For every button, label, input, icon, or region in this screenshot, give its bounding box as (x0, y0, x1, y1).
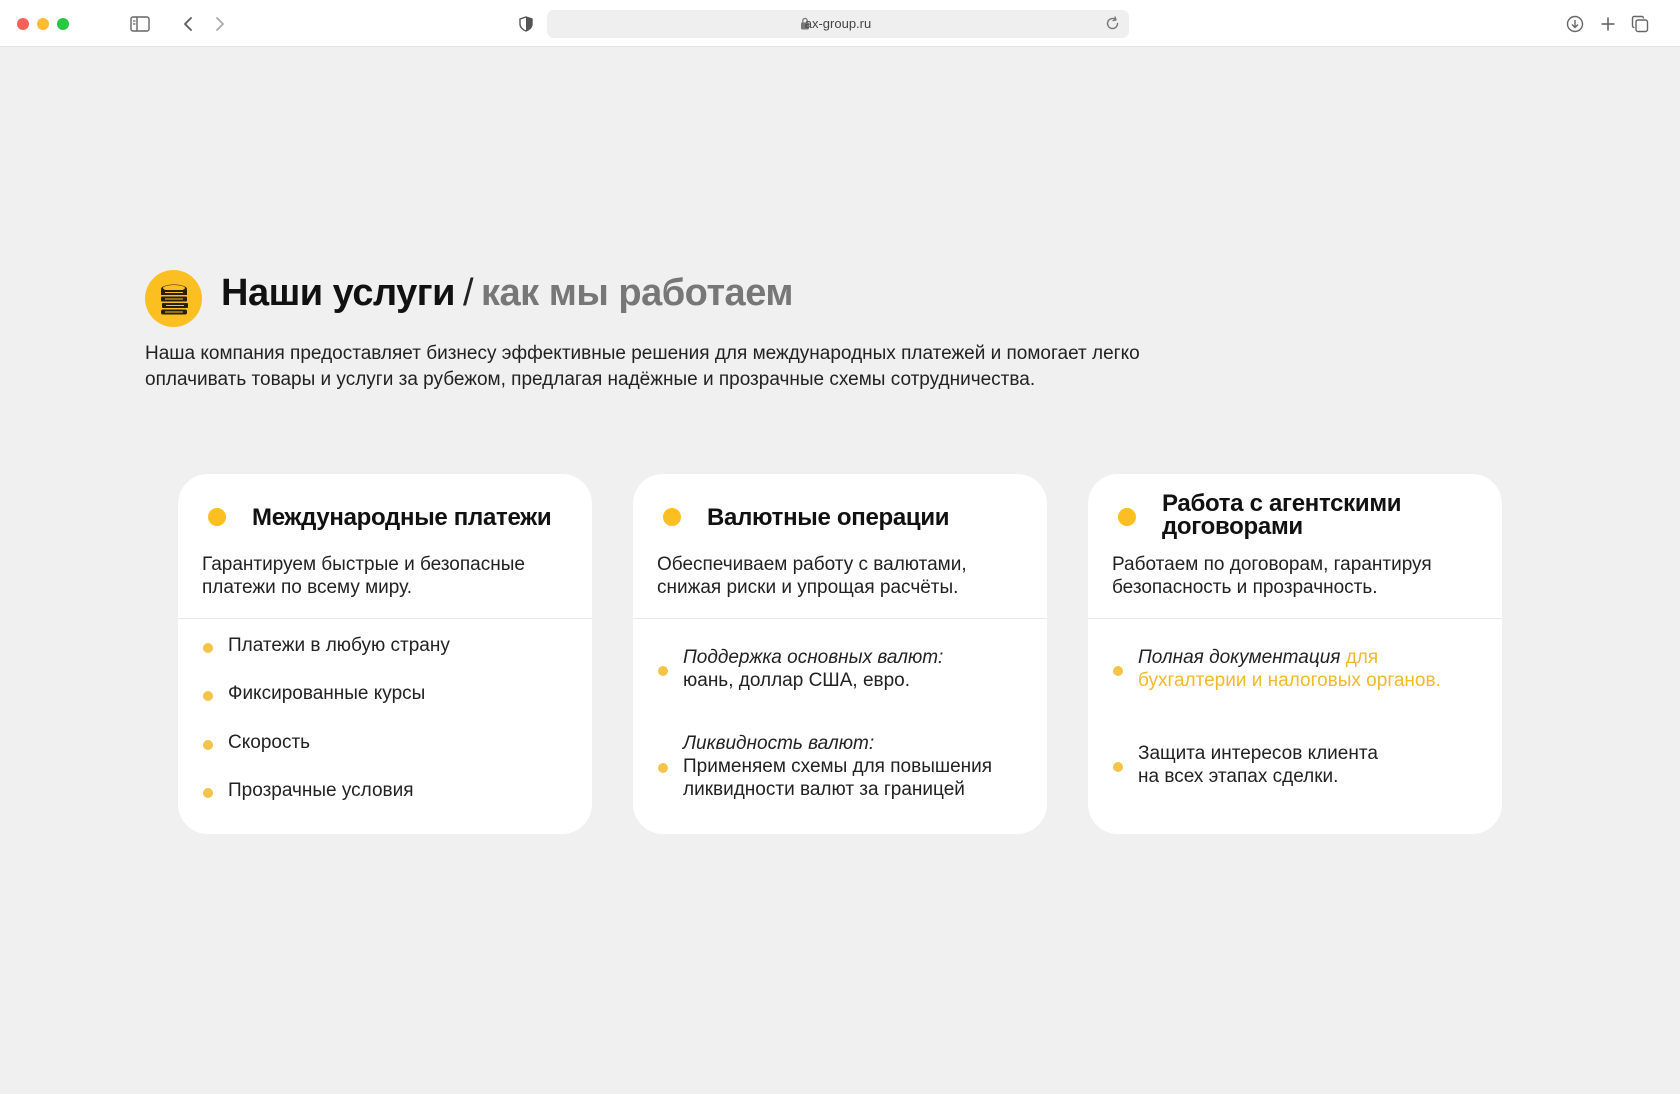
address-url: ax-group.ru (804, 16, 872, 31)
tab-overview-icon[interactable] (1628, 12, 1652, 36)
list-item-detail: юань, доллар США, евро. (683, 670, 911, 691)
list-item-text (683, 646, 1033, 692)
forward-chevron-icon[interactable] (208, 12, 232, 36)
browser-toolbar (0, 0, 1680, 47)
page-title (221, 272, 793, 315)
list-item-text: Платежи в любую страну (228, 635, 450, 656)
card-header (1088, 474, 1502, 619)
card-description: Работаем по договорам, гарантируя безопасность и прозрачность. (1112, 554, 1432, 598)
list-item-emphasis: Полная документация (1138, 647, 1341, 668)
card-header (633, 474, 1047, 619)
sidebar-toggle-icon[interactable] (128, 12, 152, 36)
page-title-main: Наши услуги (221, 272, 455, 314)
bullet-icon (203, 740, 213, 750)
card-description: Обеспечиваем работу с валютами, снижая риски и упрощая расчёты. (657, 554, 967, 598)
reload-icon[interactable] (1105, 16, 1120, 36)
minimize-window-button[interactable] (37, 18, 49, 30)
list-item-text (1138, 646, 1488, 692)
back-chevron-icon[interactable] (176, 12, 200, 36)
coins-stack-icon (145, 270, 202, 327)
bullet-icon (1113, 666, 1123, 676)
bullet-icon (203, 788, 213, 798)
card-dot-icon (663, 508, 681, 526)
list-item-text: Прозрачные условия (228, 780, 414, 801)
bullet-icon (658, 763, 668, 773)
service-card-agency-agreements (1088, 474, 1502, 834)
downloads-icon[interactable] (1563, 12, 1587, 36)
card-dot-icon (208, 508, 226, 526)
service-card-international-payments (178, 474, 592, 834)
list-item-emphasis: Поддержка основных валют: (683, 647, 944, 668)
close-window-button[interactable] (17, 18, 29, 30)
list-item-text (683, 732, 1033, 801)
list-item-detail: Применяем схемы для повышения ликвидности валют за границей (683, 756, 993, 800)
list-item-text: Скорость (228, 732, 311, 753)
card-dot-icon (1118, 508, 1136, 526)
address-bar[interactable] (547, 10, 1129, 38)
page-title-subtitle: как мы работаем (481, 272, 793, 314)
list-item-emphasis: Ликвидность валют: (683, 733, 875, 754)
list-item-accent: для бухгалтерии и налоговых органов. (1138, 647, 1441, 691)
card-title: Международные платежи (252, 504, 552, 531)
page-description: Наша компания предоставляет бизнесу эффективные решения для международных платежей и помогает легко оплачивать товары и услуги за рубежом, предлагая надёжные и прозрачные схемы сотрудничества. (145, 343, 1140, 390)
page-title-separator: / (462, 272, 474, 314)
bullet-icon (203, 643, 213, 653)
new-tab-plus-icon[interactable] (1596, 12, 1620, 36)
card-title: Валютные операции (707, 504, 950, 531)
privacy-shield-icon[interactable] (514, 12, 538, 36)
maximize-window-button[interactable] (57, 18, 69, 30)
bullet-icon (203, 691, 213, 701)
card-title: Работа с агентскими договорами (1162, 490, 1402, 540)
list-item-text: Защита интересов клиента на всех этапах сделки. (1138, 743, 1378, 787)
bullet-icon (658, 666, 668, 676)
card-description: Гарантируем быстрые и безопасные платежи по всему миру. (202, 554, 525, 598)
card-header (178, 474, 592, 619)
bullet-icon (1113, 762, 1123, 772)
service-card-currency-operations (633, 474, 1047, 834)
list-item-text: Фиксированные курсы (228, 683, 426, 704)
